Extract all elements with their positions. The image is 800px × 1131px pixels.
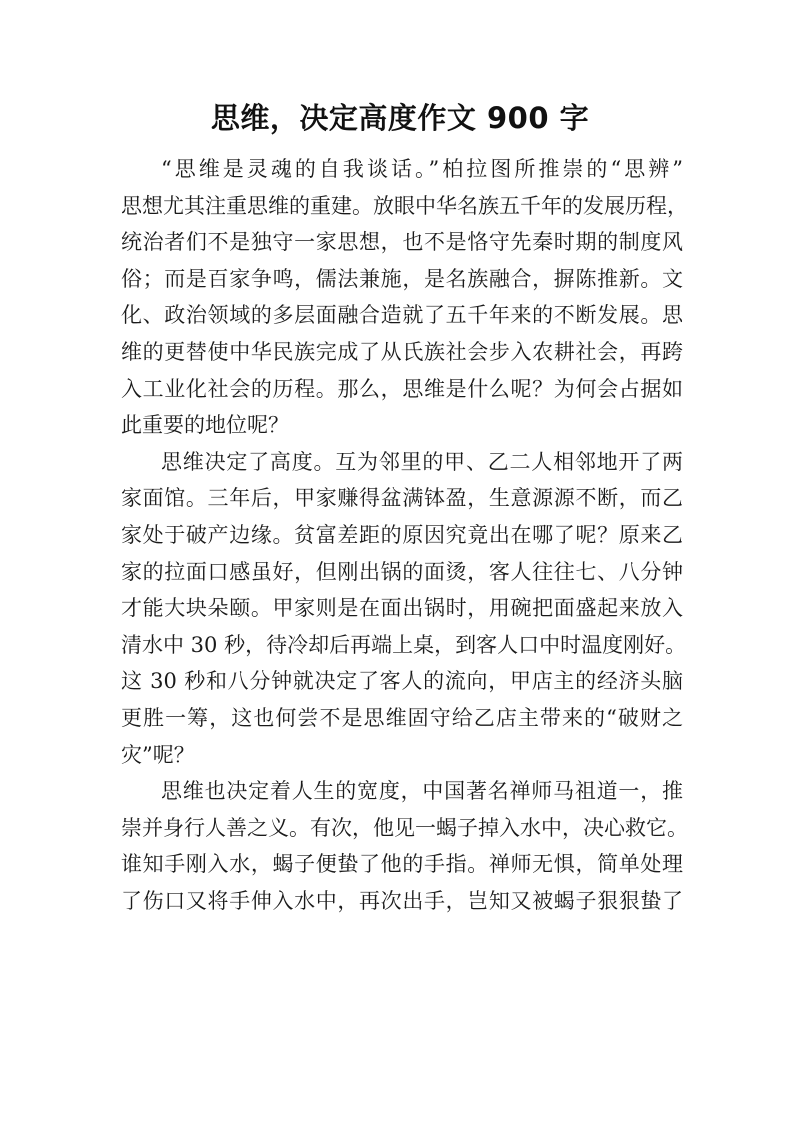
- text-line: 维的更替使中华民族完成了从氏族社会步入农耕社会，再跨: [121, 339, 683, 364]
- text-line: 了伤口又将手伸入水中，再次出手，岂知又被蝎子狠狠蛰了: [121, 888, 683, 913]
- text-line: 此重要的地位呢？: [121, 413, 289, 438]
- text-line: 家面馆。三年后，甲家赚得盆满钵盈，生意源源不断，而乙: [121, 486, 683, 511]
- paragraph: [121, 444, 687, 773]
- text-line: 家的拉面口感虽好，但刚出锅的面烫，客人往往七、八分钟: [121, 559, 683, 584]
- paragraph: [121, 151, 688, 444]
- text-line: 家处于破产边缘。贫富差距的原因究竟出在哪了呢？原来乙: [121, 522, 683, 547]
- paragraph: [121, 773, 688, 919]
- text-line: 入工业化社会的历程。那么，思维是什么呢？为何会占据如: [121, 376, 683, 401]
- text-line: 才能大块朵颐。甲家则是在面出锅时，用碗把面盛起来放入: [121, 596, 683, 621]
- text-line: 化、政治领域的多层面融合造就了五千年来的不断发展。思: [121, 303, 683, 328]
- text-line: 思想尤其注重思维的重建。放眼中华名族五千年的发展历程，: [121, 193, 688, 218]
- document-body: [121, 151, 688, 919]
- text-line: 灾”呢？: [121, 742, 195, 767]
- document-title: 思维，决定高度作文 900 字: [210, 101, 590, 135]
- text-line: 谁知手刚入水，蝎子便蛰了他的手指。禅师无惧，简单处理: [121, 852, 683, 877]
- text-line: 崇并身行人善之义。有次，他见一蝎子掉入水中，决心救它。: [121, 815, 688, 840]
- text-line: 俗；而是百家争鸣，儒法兼施，是名族融合，摒陈推新。文: [121, 266, 683, 291]
- text-line: 更胜一筹，这也何尝不是思维固守给乙店主带来的“破财之: [121, 705, 683, 730]
- text-line: 思维决定了高度。互为邻里的甲、乙二人相邻地开了两: [161, 449, 683, 474]
- text-line: “思维是灵魂的自我谈话。”柏拉图所推崇的“思辨”: [161, 157, 683, 181]
- text-line: 统治者们不是独守一家思想，也不是恪守先秦时期的制度风: [121, 230, 683, 255]
- text-line: 这 30 秒和八分钟就决定了客人的流向，甲店主的经济头脑: [121, 669, 683, 694]
- text-line: 清水中 30 秒，待冷却后再端上桌，到客人口中时温度刚好。: [121, 632, 687, 657]
- text-line: 思维也决定着人生的宽度，中国著名禅师马祖道一，推: [161, 779, 683, 804]
